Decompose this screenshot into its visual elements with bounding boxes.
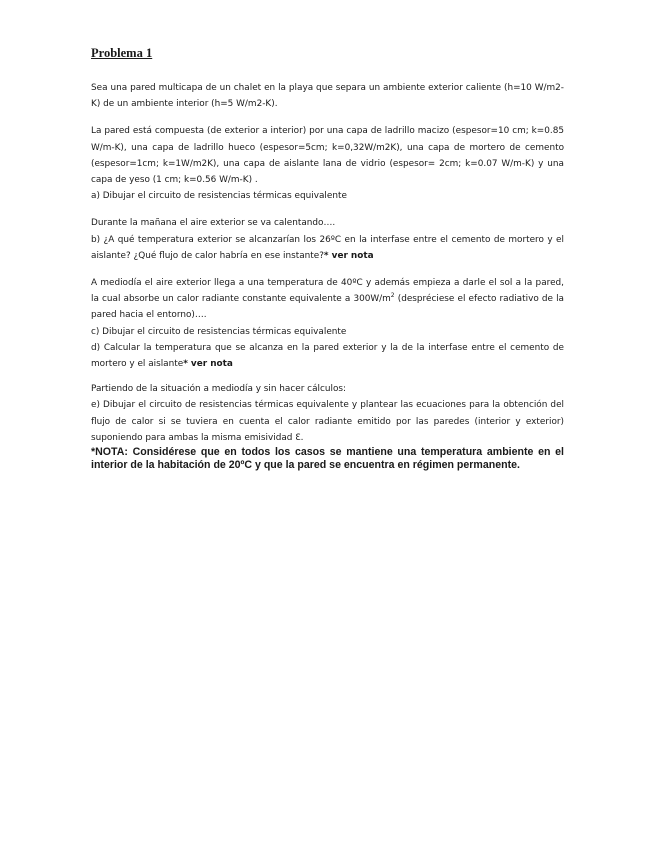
noon-situation-paragraph: Partiendo de la situación a mediodía y sin hacer cálculos: xyxy=(91,384,346,395)
midday-superscript: 2 xyxy=(390,292,395,300)
midday-text-end: (despréciese el efecto radiativo de la pared hacia el entorno)…. xyxy=(91,294,564,321)
part-d-text: d) Calcular la temperatura que se alcanza en la pared exterior y la de la interfase entre el cemento de mortero y el aislante xyxy=(91,342,564,370)
part-c: c) Dibujar el circuito de resistencias térmicas equivalente xyxy=(91,326,347,337)
part-b xyxy=(91,232,564,264)
note-paragraph: *NOTA: Considérese que en todos los casos se mantiene una temperatura ambiente en el interior de la habitación de 20ºC y que la pared se encuentra en régimen permanente. xyxy=(91,446,564,472)
part-d xyxy=(91,340,564,372)
problem-title: Problema 1 xyxy=(91,46,153,60)
wall-composition-paragraph: La pared está compuesta (de exterior a interior) por una capa de ladrillo macizo (espesor=10 cm; k=0.85 W/m-K), una capa de ladrillo hueco (espesor=5cm; k=0,32W/m2K), una capa de mortero de cemento (espesor=1cm; k=1W/m2K), una capa de aislante lana de vidrio (espesor= 2cm; k=0.07 W/m-K) y una capa de yeso (1 cm; k=0.56 W/m-K) . xyxy=(91,126,564,186)
part-b-note-ref: * ver nota xyxy=(323,250,374,261)
problem-content xyxy=(91,45,564,472)
part-b-text: b) ¿A qué temperatura exterior se alcanzarían los 26ºC en la interfase entre el cemento de mortero y el aislante? ¿Qué flujo de calor habría en ese instante? xyxy=(91,234,564,261)
midday-text: A mediodía el aire exterior llega a una temperatura de 40ºC y además empieza a darle el sol a la pared, la cual absorbe un calor radiante constante equivalente a 300W/m xyxy=(91,278,564,305)
part-e: e) Dibujar el circuito de resistencias térmicas equivalente y plantear las ecuaciones para la obtención del flujo de calor si se tuviera en cuenta el calor radiante emitido por las paredes (interior y exterior) suponiendo para ambas la misma emisividad Ɛ. xyxy=(91,400,564,443)
midday-paragraph xyxy=(91,275,564,324)
part-d-note-ref: * ver nota xyxy=(183,359,233,370)
morning-paragraph: Durante la mañana el aire exterior se va calentando…. xyxy=(91,218,336,229)
intro-paragraph: Sea una pared multicapa de un chalet en la playa que separa un ambiente exterior caliente (h=10 W/m2-K) de un ambiente interior (h=5 W/m2-K). xyxy=(91,83,564,110)
part-a: a) Dibujar el circuito de resistencias térmicas equivalente xyxy=(91,191,347,202)
